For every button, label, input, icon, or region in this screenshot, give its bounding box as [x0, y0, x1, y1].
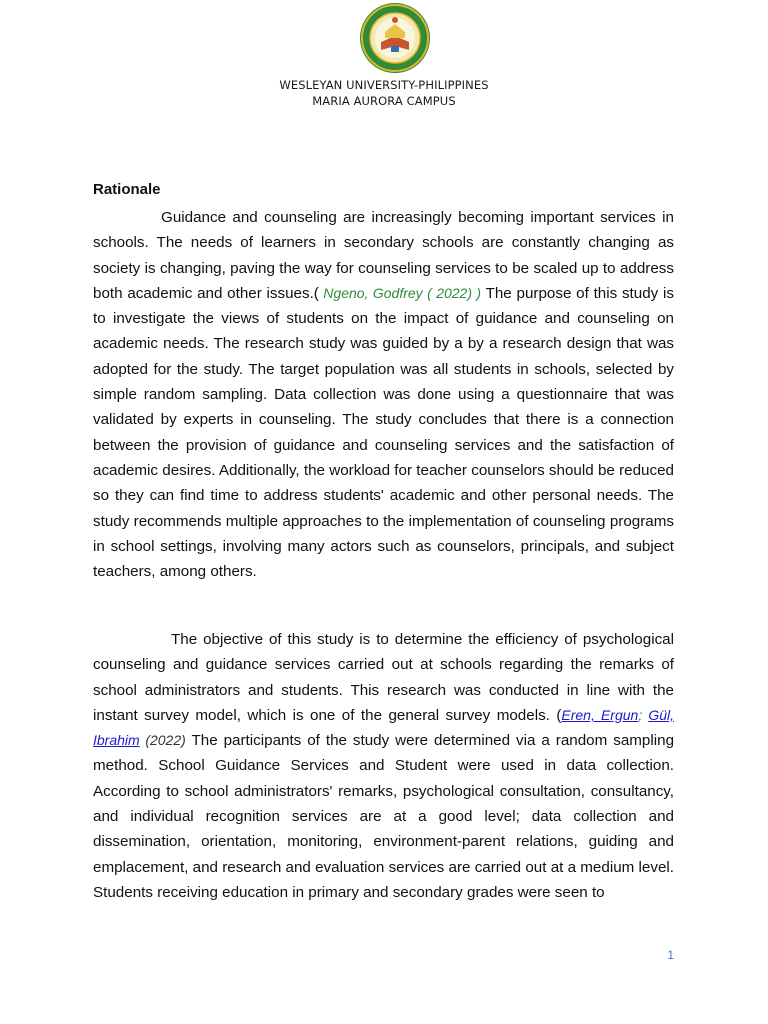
paragraph-text: Guidance and counseling are increasingly becoming important services in schools. The needs of learners in secondary schools are constantly changing as society is changing, paving the way for counseling services to be scaled up to address both academic and other issues.(	[93, 209, 674, 302]
citation-link-gul[interactable]: Gül, Ibrahim	[93, 706, 675, 749]
section-title: Rationale	[93, 181, 161, 198]
citation-link-eren[interactable]: Eren, Ergun	[561, 706, 639, 723]
university-seal-icon	[357, 2, 433, 74]
university-name: WESLEYAN UNIVERSITY-PHILIPPINES	[279, 78, 489, 92]
citation-year: (2022)	[139, 732, 186, 749]
paragraph-text: The participants of the study were determined via a random sampling method. School Guidance Services and Student were used in data collection. According to school administrators' remarks, psychological consultation, consultancy, and individual recognition services are at a good level; data collection and dissemination, orientation, monitoring, environment-parent relations, guiding and emplacement, and research and evaluation services are carried out at a medium level. Students receiving education in primary and secondary grades were seen to	[93, 732, 675, 901]
citation-ngeno: Ngeno, Godfrey ( 2022) )	[318, 284, 482, 301]
paragraph-text: The objective of this study is to determine the efficiency of psychological counseling and guidance services carried out at schools regarding the remarks of school administrators and students. This research was conducted in line with the instant survey model, which is one of the general survey models. (	[93, 631, 674, 724]
campus-name: MARIA AURORA CAMPUS	[312, 94, 456, 108]
rationale-paragraph-2	[93, 627, 674, 905]
rationale-paragraph-1	[93, 205, 674, 584]
citation-separator: ;	[638, 706, 649, 723]
paragraph-text: The purpose of this study is to investigate the views of students on the impact of guidance and counseling on academic needs. The research study was guided by a by a research design that was adopted for the study. The target population was all students in schools, selected by simple random sampling. Data collection was done using a questionnaire that was validated by experts in counseling. The study concludes that there is a connection between the provision of guidance and counseling services and the satisfaction of academic desires. Additionally, the workload for teacher counselors should be reduced so they can find time to address students' academic and other personal needs. The study recommends multiple approaches to the implementation of counseling programs in school settings, involving many actors such as counselors, principals, and subject teachers, among others.	[93, 284, 674, 581]
page-number: 1	[667, 948, 674, 962]
